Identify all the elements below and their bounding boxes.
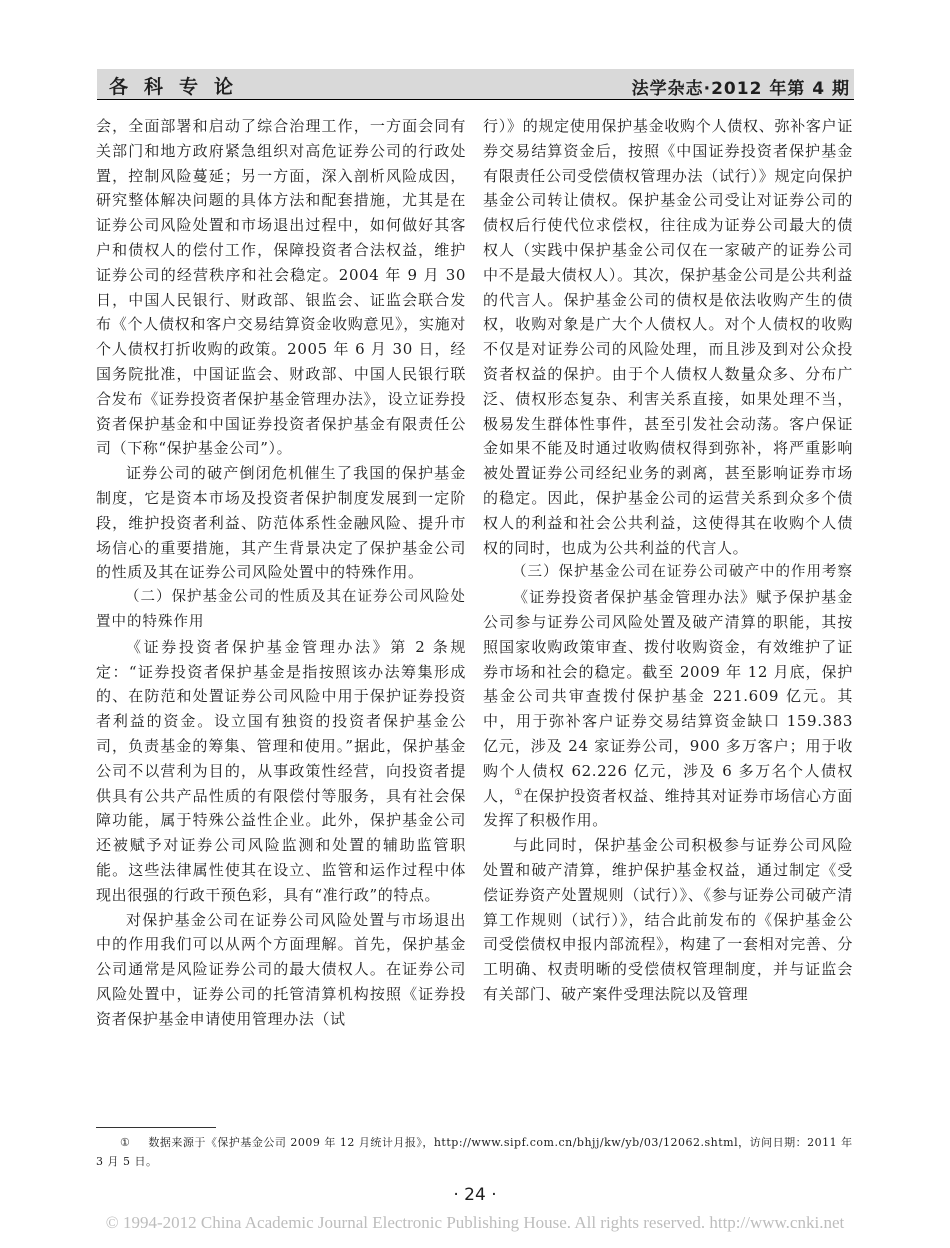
footnote-text: 数据来源于《保护基金公司 2009 年 12 月统计月报》，http://www.sipf.com.cn/bhjj/kw/yb/03/12062.shtml，访问日期：2011 年 3 月 5 日。 [96, 1136, 853, 1168]
paragraph-text: 在保护投资者权益、维持其对证券市场信心方面发挥了积极作用。 [483, 786, 853, 830]
footnote-reference[interactable]: ① [514, 787, 524, 798]
running-header [97, 69, 854, 100]
footnote [96, 1133, 856, 1171]
paragraph: 证券公司的破产倒闭危机催生了我国的保护基金制度，它是资本市场及投资者保护制度发展到一定阶段，维护投资者利益、防范体系性金融风险、提升市场信心的重要措施，其产生背景决定了保护基金公司的性质及其在证券公司风险处置中的特殊作用。 [96, 464, 466, 582]
section-heading: （二）保护基金公司的性质及其在证券公司风险处置中的特殊作用 [96, 589, 466, 630]
section-heading: （三）保护基金公司在证券公司破产中的作用考察 [512, 564, 853, 581]
right-column [483, 114, 853, 1007]
footnote-divider [96, 1127, 216, 1128]
copyright-watermark: © 1994-2012 China Academic Journal Electronic Publishing House. All rights reserved. http://www.cnki.net [105, 1213, 845, 1232]
footnote-mark: ① [120, 1136, 131, 1149]
paragraph: 对保护基金公司在证券公司风险处置与市场退出中的作用我们可以从两个方面理解。首先，保护基金公司通常是风险证券公司的最大债权人。在证券公司风险处置中，证券公司的托管清算机构按照《证券投资者保护基金申请使用管理办法（试 [96, 910, 466, 1028]
section-title: 各科专论 [109, 76, 250, 98]
paragraph: 会，全面部署和启动了综合治理工作，一方面会同有关部门和地方政府紧急组织对高危证券公司的行政处置，控制风险蔓延；另一方面，深入剖析风险成因，研究整体解决问题的具体方法和配套措施，尤其是在证券公司风险处置和市场退出过程中，如何做好其客户和债权人的偿付工作，保障投资者合法权益，维护证券公司的经营秩序和社会稳定。2004 年 9 月 30 日，中国人民银行、财政部、银监会、证监会联合发布《个人债权和客户交易结算资金收购意见》，实施对个人债权打折收购的政策。2005 年 6 月 30 日，经国务院批准，中国证监会、财政部、中国人民银行联合发布《证券投资者保护基金管理办法》，设立证券投资者保护基金和中国证券投资者保护基金有限责任公司（下称“保护基金公司”）。 [96, 117, 466, 458]
journal-issue: 法学杂志·2012 年第 4 期 [631, 79, 850, 99]
paragraph: 行）》的规定使用保护基金收购个人债权、弥补客户证券交易结算资金后，按照《中国证券投资者保护基金有限责任公司受偿债权管理办法（试行）》规定向保护基金公司转让债权。保护基金公司受让对证券公司的债权后行使代位求偿权，往往成为证券公司最大的债权人（实践中保护基金公司仅在一家破产的证券公司中不是最大债权人）。其次，保护基金公司是公共利益的代言人。保护基金公司的债权是依法收购产生的债权，收购对象是广大个人债权人。对个人债权的收购不仅是对证券公司的风险处理，而且涉及到对公众投资者权益的保护。由于个人债权人数量众多、分布广泛、债权形态复杂、利害关系直接，如果处理不当，极易发生群体性事件，甚至引发社会动荡。客户保证金如果不能及时通过收购债权得到弥补，将严重影响被处置证券公司经纪业务的剥离，甚至影响证券市场的稳定。因此，保护基金公司的运营关系到众多个债权人的利益和社会公共利益，这使得其在收购个人债权的同时，也成为公共利益的代言人。 [483, 117, 853, 557]
paragraph-text: 《证券投资者保护基金管理办法》赋予保护基金公司参与证券公司风险处置及破产清算的职能，其按照国家收购政策审查、拨付收购资金，有效维护了证券市场和社会的稳定。截至 2009 年 12 月底，保护基金公司共审查拨付保护基金 221.609 亿元。其中，用于弥补客户证券交易结算资金缺口 159.383 亿元，涉及 24 家证券公司，900 多万客户；用于收购个人债权 62.226 亿元，涉及 6 多万名个人债权人， [483, 588, 853, 805]
left-column [96, 114, 466, 1031]
paragraph: 《证券投资者保护基金管理办法》第 2 条规定：“证券投资者保护基金是指按照该办法筹集形成的、在防范和处置证券公司风险中用于保护证券投资者利益的资金。设立国有独资的投资者保护基金公司，负责基金的筹集、管理和使用。”据此，保护基金公司不以营利为目的，从事政策性经营，向投资者提供具有公共产品性质的有限偿付等服务，具有社会保障功能，属于特殊公益性企业。此外，保护基金公司还被赋予对证券公司风险监测和处置的辅助监管职能。这些法律属性使其在设立、监管和运作过程中体现出很强的行政干预色彩，具有“准行政”的特点。 [96, 637, 466, 904]
paragraph: 与此同时，保护基金公司积极参与证券公司风险处置和破产清算，维护保护基金权益，通过制定《受偿证券资产处置规则（试行）》、《参与证券公司破产清算工作规则（试行）》，结合此前发布的《保护基金公司受偿债权申报内部流程》，构建了一套相对完善、分工明确、权责明晰的受偿债权管理制度，并与证监会有关部门、破产案件受理法院以及管理 [483, 836, 853, 1003]
page-number: · 24 · [453, 1185, 497, 1205]
paragraph [483, 585, 853, 833]
